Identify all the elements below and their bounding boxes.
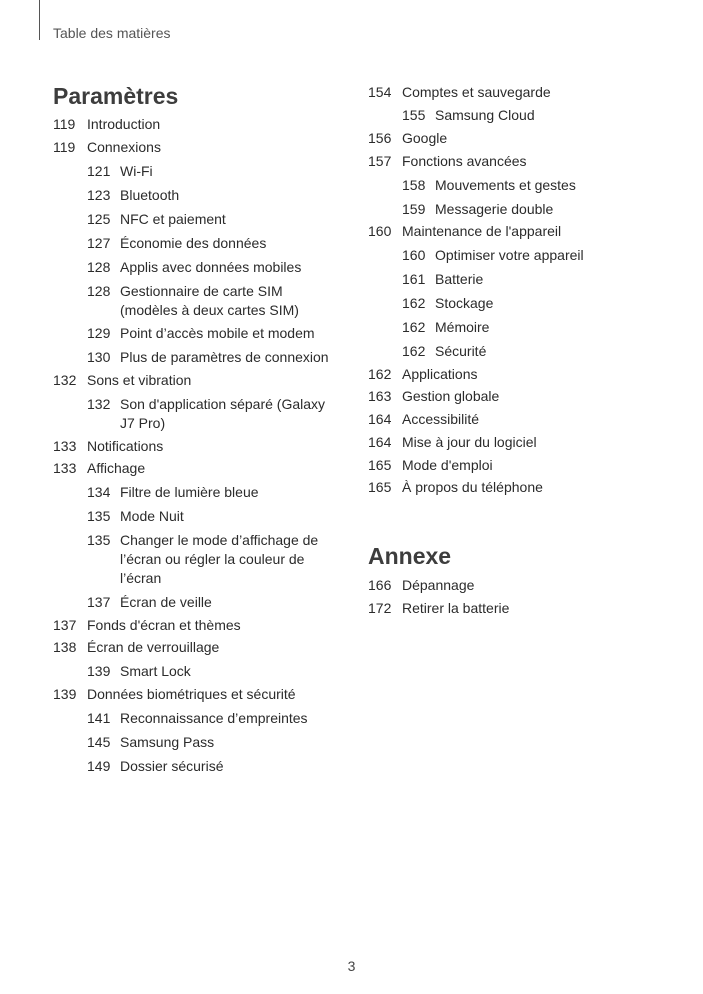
toc-entry[interactable]	[53, 709, 343, 728]
toc-entry[interactable]	[368, 365, 688, 384]
toc-entry[interactable]	[368, 599, 688, 618]
toc-entry-text: Introduction	[87, 116, 161, 132]
toc-page-number: 129	[87, 325, 111, 341]
toc-page-number: 164	[368, 411, 392, 427]
toc-entry[interactable]	[53, 531, 343, 588]
toc-page-number: 135	[87, 532, 111, 548]
toc-page-number: 133	[53, 460, 77, 476]
toc-entry[interactable]	[368, 410, 688, 429]
toc-entry-text: Économie des données	[120, 235, 267, 251]
toc-entry[interactable]	[53, 210, 343, 229]
toc-entry-text: Applis avec données mobiles	[120, 259, 302, 275]
toc-entry-text: Connexions	[87, 139, 161, 155]
toc-page-number: 137	[87, 594, 111, 610]
toc-entry-text: Écran de veille	[120, 594, 212, 610]
toc-entry[interactable]	[368, 270, 688, 289]
toc-entry[interactable]	[53, 483, 343, 502]
toc-page-number: 162	[402, 319, 426, 335]
toc-entry-text: Mode d'emploi	[402, 457, 493, 473]
toc-entry[interactable]	[53, 138, 343, 157]
toc-page-number: 160	[402, 247, 426, 263]
toc-entry-text: Sons et vibration	[87, 372, 192, 388]
toc-page-number: 162	[402, 295, 426, 311]
toc-entry-text: Mode Nuit	[120, 508, 184, 524]
toc-entry[interactable]	[53, 234, 343, 253]
toc-entry-text: Mise à jour du logiciel	[402, 434, 537, 450]
toc-entry-text: Notifications	[87, 438, 164, 454]
toc-page-number: 127	[87, 235, 111, 251]
toc-entry[interactable]	[53, 638, 343, 657]
toc-entry[interactable]	[368, 478, 688, 497]
toc-page-number: 165	[368, 479, 392, 495]
toc-entry[interactable]	[53, 395, 343, 433]
toc-page-number: 134	[87, 484, 111, 500]
toc-entry[interactable]	[368, 176, 688, 195]
toc-entry[interactable]	[53, 258, 343, 277]
toc-entry-text: Samsung Pass	[120, 734, 215, 750]
toc-entry-text: Plus de paramètres de connexion	[120, 349, 329, 365]
toc-page-number: 123	[87, 187, 111, 203]
toc-page-number: 121	[87, 163, 111, 179]
toc-page-number: 172	[368, 600, 392, 616]
toc-page-number: 165	[368, 457, 392, 473]
toc-page-number: 132	[53, 372, 77, 388]
toc-entry-text: Sécurité	[435, 343, 487, 359]
toc-entry-text: Applications	[402, 366, 478, 382]
toc-entry-text: Bluetooth	[120, 187, 180, 203]
toc-entry[interactable]	[53, 459, 343, 478]
toc-entry[interactable]	[53, 593, 343, 612]
toc-entry-text: Gestionnaire de carte SIM (modèles à deux cartes SIM)	[120, 283, 299, 318]
toc-entry[interactable]	[53, 685, 343, 704]
toc-entry-text: Écran de verrouillage	[87, 639, 220, 655]
toc-entry-text: NFC et paiement	[120, 211, 226, 227]
toc-entry[interactable]	[53, 437, 343, 456]
toc-entry[interactable]	[368, 222, 688, 241]
toc-page-number: 133	[53, 438, 77, 454]
toc-page-number: 119	[53, 116, 76, 132]
toc-entry[interactable]	[368, 152, 688, 171]
toc-page-number: 135	[87, 508, 111, 524]
toc-entry[interactable]	[53, 662, 343, 681]
toc-entry[interactable]	[368, 342, 688, 361]
toc-entry-text: Google	[402, 130, 448, 146]
toc-entry[interactable]	[368, 200, 688, 219]
toc-page-number: 166	[368, 577, 392, 593]
toc-page-number: 154	[368, 84, 392, 100]
toc-entry-text: Stockage	[435, 295, 494, 311]
toc-page-number: 141	[87, 710, 111, 726]
toc-entry-text: Mémoire	[435, 319, 490, 335]
toc-entry[interactable]	[53, 616, 343, 635]
toc-entry-text: Données biométriques et sécurité	[87, 686, 296, 702]
toc-entry-text: Optimiser votre appareil	[435, 247, 584, 263]
toc-entry[interactable]	[368, 433, 688, 452]
toc-entry[interactable]	[368, 129, 688, 148]
toc-entry[interactable]	[368, 294, 688, 313]
toc-page-number: 145	[87, 734, 111, 750]
toc-entry[interactable]	[368, 318, 688, 337]
toc-entry-text: Dépannage	[402, 577, 475, 593]
toc-entry-text: Changer le mode d’affichage de l’écran ou régler la couleur de l’écran	[120, 532, 319, 586]
toc-page-number: 160	[368, 223, 392, 239]
toc-page-number: 139	[87, 663, 111, 679]
toc-entry-text: Reconnaissance d’empreintes	[120, 710, 308, 726]
header-title: Table des matières	[53, 25, 171, 41]
toc-page-number: 164	[368, 434, 392, 450]
toc-page-number: 137	[53, 617, 77, 633]
toc-entry[interactable]	[368, 106, 688, 125]
toc-page-number: 162	[368, 366, 392, 382]
toc-page-number: 161	[402, 271, 426, 287]
toc-entry[interactable]	[53, 371, 343, 390]
toc-entry[interactable]	[53, 757, 343, 776]
toc-entry[interactable]	[53, 507, 343, 526]
toc-entry-text: Batterie	[435, 271, 484, 287]
toc-page-number: 132	[87, 396, 111, 412]
toc-page-number: 138	[53, 639, 77, 655]
toc-page-number: 149	[87, 758, 111, 774]
toc-entry-text: Wi-Fi	[120, 163, 153, 179]
toc-entry[interactable]	[53, 733, 343, 752]
toc-entry[interactable]	[368, 246, 688, 265]
header-rule	[39, 0, 40, 40]
toc-entry-text: Filtre de lumière bleue	[120, 484, 259, 500]
toc-page-number: 156	[368, 130, 392, 146]
toc-entry-text: Son d'application séparé (Galaxy J7 Pro)	[120, 396, 326, 431]
section-title-annexe: Annexe	[368, 543, 452, 569]
section-title-parametres: Paramètres	[53, 83, 179, 109]
toc-entry-text: Fonds d'écran et thèmes	[87, 617, 241, 633]
toc-entry[interactable]	[368, 387, 688, 406]
toc-entry-text: À propos du téléphone	[402, 479, 543, 495]
toc-entry[interactable]	[53, 186, 343, 205]
toc-page-number: 125	[87, 211, 111, 227]
toc-entry-text: Maintenance de l'appareil	[402, 223, 562, 239]
toc-entry-text: Mouvements et gestes	[435, 177, 576, 193]
toc-page-number: 162	[402, 343, 426, 359]
toc-page-number: 155	[402, 107, 426, 123]
toc-entry[interactable]	[368, 576, 688, 595]
toc-entry-text: Fonctions avancées	[402, 153, 527, 169]
toc-page-number: 163	[368, 388, 392, 404]
toc-page-number: 159	[402, 201, 426, 217]
toc-entry-text: Samsung Cloud	[435, 107, 535, 123]
toc-entry-text: Accessibilité	[402, 411, 480, 427]
toc-entry[interactable]	[53, 115, 343, 134]
toc-entry[interactable]	[368, 456, 688, 475]
toc-page-number: 128	[87, 283, 111, 299]
toc-page-number: 139	[53, 686, 77, 702]
page-number: 3	[347, 958, 356, 974]
toc-entry-text: Affichage	[87, 460, 146, 476]
toc-entry-text: Gestion globale	[402, 388, 500, 404]
toc-entry-text: Messagerie double	[435, 201, 554, 217]
toc-page-number: 158	[402, 177, 426, 193]
toc-entry[interactable]	[368, 83, 688, 102]
toc-entry-text: Point d’accès mobile et modem	[120, 325, 315, 341]
toc-page-number: 157	[368, 153, 392, 169]
toc-page-number: 119	[53, 139, 76, 155]
toc-entry[interactable]	[53, 348, 343, 367]
toc-entry[interactable]	[53, 162, 343, 181]
toc-entry-text: Smart Lock	[120, 663, 191, 679]
toc-entry[interactable]	[53, 324, 343, 343]
toc-entry[interactable]	[53, 282, 343, 320]
toc-page-number: 128	[87, 259, 111, 275]
toc-page-number: 130	[87, 349, 111, 365]
toc-entry-text: Retirer la batterie	[402, 600, 510, 616]
toc-entry-text: Comptes et sauvegarde	[402, 84, 551, 100]
toc-entry-text: Dossier sécurisé	[120, 758, 224, 774]
